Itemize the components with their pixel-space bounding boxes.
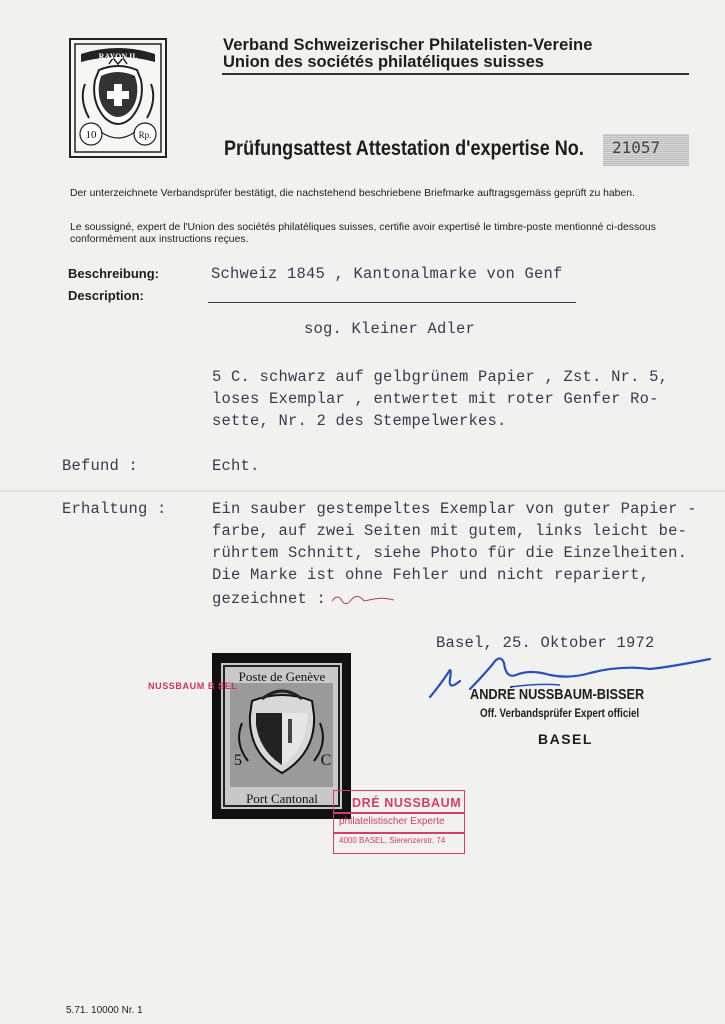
erhaltung-line-1: Ein sauber gestempeltes Exemplar von guter Papier - bbox=[212, 500, 697, 518]
erhaltung-label: Erhaltung : bbox=[62, 500, 167, 518]
expert-role: Off. Verbandsprüfer Expert officiel bbox=[480, 708, 640, 720]
detail-line-3: sette, Nr. 2 des Stempelwerkes. bbox=[212, 412, 507, 430]
expert-name: ANDRÉ NUSSBAUM-BISSER bbox=[470, 686, 645, 703]
certificate-number: 21057 bbox=[612, 138, 661, 157]
erhaltung-line-2: farbe, auf zwei Seiten mit gutem, links leicht be- bbox=[212, 522, 688, 540]
description-line-1: Schweiz 1845 , Kantonalmarke von Genf bbox=[211, 265, 563, 283]
header-rule bbox=[222, 73, 689, 75]
description-line-2: sog. Kleiner Adler bbox=[304, 320, 476, 338]
swiss-coat-of-arms-icon bbox=[71, 40, 165, 156]
red-stamp-profession: philatelistischer Experte bbox=[339, 816, 445, 827]
detail-line-2: loses Exemplar , entwertet mit roter Genfer Ro- bbox=[212, 390, 659, 408]
red-stamp-name: DRÉ NUSSBAUM bbox=[352, 796, 462, 810]
expert-city: BASEL bbox=[538, 731, 593, 747]
erhaltung-line-3: rührtem Schnitt, siehe Photo für die Einzelheiten. bbox=[212, 544, 688, 562]
geneva-stamp-icon bbox=[212, 653, 351, 819]
stamp-bottom-text: Port Cantonal bbox=[246, 791, 318, 806]
intro-german: Der unterzeichnete Verbandsprüfer bestätigt, die nachstehend beschriebene Briefmarke auftragsgemäss geprüft zu haben. bbox=[70, 188, 635, 199]
rayon-stamp-logo bbox=[69, 38, 167, 158]
red-stamp-address: 4000 BASEL, Sierenzerstr. 74 bbox=[339, 836, 446, 845]
erhaltung-line-5: gezeichnet : bbox=[212, 590, 327, 608]
expert-address-stamp bbox=[333, 790, 465, 854]
paper-fold-line bbox=[0, 490, 725, 492]
label-beschreibung: Beschreibung: bbox=[68, 266, 160, 281]
stamp-top-text: Poste de Genève bbox=[238, 669, 326, 684]
red-stamp-rule-1 bbox=[334, 812, 464, 814]
header-german: Verband Schweizerischer Philatelisten-Vereine bbox=[223, 36, 593, 54]
stamp-value-left: 5 bbox=[234, 752, 242, 769]
intro-french: Le soussigné, expert de l'Union des sociétés philatéliques suisses, certifie avoir expertisé le timbre-poste mentionné ci-dessous conformément aux instructions reçues. bbox=[70, 222, 656, 245]
stamp-value-right: C bbox=[320, 752, 332, 769]
date-line: Basel, 25. Oktober 1972 bbox=[436, 634, 655, 652]
befund-value: Echt. bbox=[212, 457, 260, 475]
certificate-title: Prüfungsattest Attestation d'expertise No. bbox=[224, 137, 584, 160]
erhaltung-line-4: Die Marke ist ohne Fehler und nicht repariert, bbox=[212, 566, 650, 584]
logo-value-right: Rp. bbox=[138, 130, 152, 140]
description-underline bbox=[208, 302, 576, 303]
red-stamp-rule-2 bbox=[334, 832, 464, 834]
stamp-photo bbox=[212, 653, 351, 819]
logo-value-left: 10 bbox=[85, 129, 97, 141]
befund-label: Befund : bbox=[62, 457, 139, 475]
print-footer: 5.71. 10000 Nr. 1 bbox=[66, 1005, 143, 1016]
logo-top-text: RAYON II. bbox=[98, 52, 138, 61]
header-french: Union des sociétés philatéliques suisses bbox=[223, 53, 544, 71]
red-stamp-partial: NUSSBAUM B SEL bbox=[148, 681, 238, 691]
label-description: Description: bbox=[68, 288, 144, 303]
small-signature-mark bbox=[330, 589, 400, 609]
detail-line-1: 5 C. schwarz auf gelbgrünem Papier , Zst. Nr. 5, bbox=[212, 368, 669, 386]
